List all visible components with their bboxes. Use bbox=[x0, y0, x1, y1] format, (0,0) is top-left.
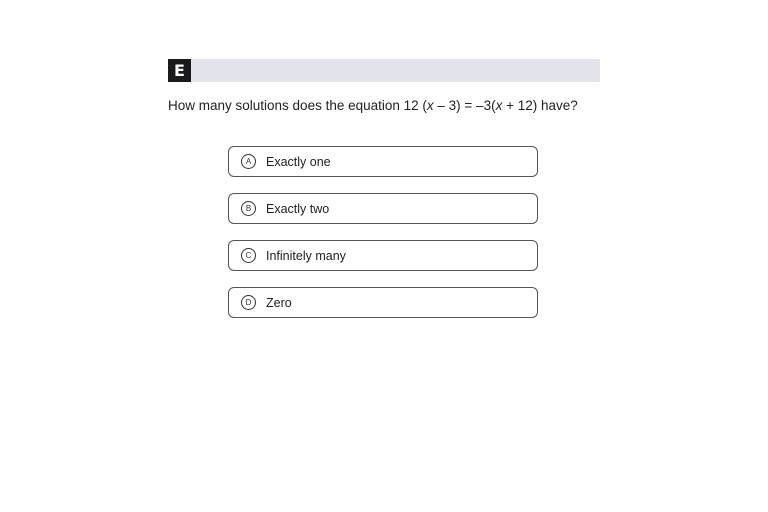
choice-a-label: Exactly one bbox=[266, 155, 331, 169]
question-variable-2: x bbox=[495, 98, 503, 113]
question-part-2: – 3) = –3( bbox=[433, 98, 496, 113]
choice-c-button[interactable] bbox=[228, 240, 538, 271]
choice-b-label: Exactly two bbox=[266, 202, 330, 216]
choice-b-button[interactable] bbox=[228, 193, 538, 224]
choice-c-letter-icon: C bbox=[241, 248, 256, 263]
choice-c-label: Infinitely many bbox=[266, 249, 346, 263]
choice-d-button[interactable] bbox=[228, 287, 538, 318]
choice-a-button[interactable] bbox=[228, 146, 538, 177]
choice-d-letter-icon: D bbox=[241, 295, 256, 310]
choice-a-letter-icon: A bbox=[241, 154, 256, 169]
choice-b-letter-icon: B bbox=[241, 201, 256, 216]
question-part-3: + 12) have? bbox=[502, 98, 578, 113]
question-part-1: How many solutions does the equation 12 ( bbox=[168, 98, 427, 113]
header-bar bbox=[168, 59, 600, 82]
question-variable-1: x bbox=[426, 98, 434, 113]
question-text bbox=[168, 97, 608, 115]
logo-badge-icon: E bbox=[168, 59, 191, 82]
choice-d-label: Zero bbox=[266, 296, 292, 310]
